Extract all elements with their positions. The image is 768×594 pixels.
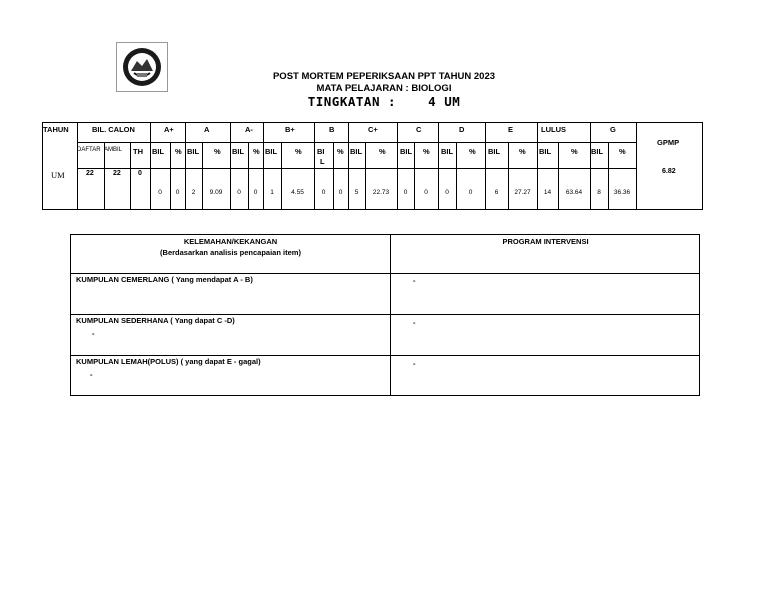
title-line1: POST MORTEM PEPERIKSAAN PPT TAHUN 2023 bbox=[272, 71, 496, 82]
row-cemerlang-label: KUMPULAN CEMERLANG ( Yang mendapat A - B) bbox=[76, 275, 253, 284]
header-tahun: TAHUN bbox=[43, 125, 69, 134]
row-sederhana-intervensi: - bbox=[413, 318, 416, 327]
col-intervensi-header: PROGRAM INTERVENSI bbox=[502, 237, 589, 246]
header-bil: BIL bbox=[539, 147, 552, 156]
cell-aminus-bil: 0 bbox=[237, 189, 241, 196]
cell-aminus-pct: 0 bbox=[253, 189, 258, 196]
header-grade-aplus: A+ bbox=[164, 125, 174, 134]
header-pct: % bbox=[253, 147, 260, 156]
cell-e-bil: 6 bbox=[494, 189, 499, 196]
row-sederhana-label: KUMPULAN SEDERHANA ( Yang dapat C -D) bbox=[76, 316, 235, 325]
cell-b-pct: 0 bbox=[338, 189, 343, 196]
row-ambil: 22 bbox=[113, 170, 121, 177]
header-pct: % bbox=[295, 147, 302, 156]
header-grade-cplus: C+ bbox=[368, 125, 378, 134]
cell-d-pct: 0 bbox=[468, 189, 473, 196]
cell-c-pct: 0 bbox=[424, 189, 428, 196]
header-pct: % bbox=[214, 147, 221, 156]
header-grade-aminus: A- bbox=[245, 125, 253, 134]
header-bil: BIL bbox=[441, 147, 454, 156]
header-th: TH bbox=[133, 147, 143, 156]
header-bil: BIL bbox=[152, 147, 165, 156]
header-bil: BIL bbox=[488, 147, 501, 156]
cell-g-pct: 36.36 bbox=[613, 189, 631, 196]
row-daftar: 22 bbox=[86, 170, 94, 177]
header-grade-b: B bbox=[329, 125, 335, 134]
cell-c-bil: 0 bbox=[403, 189, 408, 196]
header-grade-c: C bbox=[416, 125, 422, 134]
header-daftar: DAFTAR bbox=[77, 147, 101, 153]
header-bil: BIL bbox=[591, 147, 604, 156]
analysis-table bbox=[70, 234, 700, 396]
header-grade-g: G bbox=[610, 125, 616, 134]
col-kelemahan-header: KELEMAHAN/KEKANGAN bbox=[183, 237, 278, 246]
cell-bplus-pct: 4.55 bbox=[291, 189, 304, 196]
row-sederhana-kelemahan: - bbox=[92, 329, 95, 338]
header-pct: % bbox=[519, 147, 526, 156]
tingkatan-value: 4 UM bbox=[428, 94, 461, 109]
cell-a-pct: 9.09 bbox=[209, 189, 223, 196]
cell-b-bil: 0 bbox=[321, 189, 326, 196]
header-bil: BIL bbox=[400, 147, 413, 156]
row-lemah-intervensi: - bbox=[413, 359, 416, 368]
row-th: 0 bbox=[138, 170, 142, 177]
cell-bplus-bil: 1 bbox=[270, 189, 274, 196]
cell-e-pct: 27.27 bbox=[514, 189, 531, 196]
cell-a-bil: 2 bbox=[191, 189, 196, 196]
header-grade-e: E bbox=[508, 125, 514, 134]
cell-aplus-pct: 0 bbox=[175, 189, 180, 196]
cell-d-bil: 0 bbox=[445, 189, 449, 196]
header-bil-split-bottom: L bbox=[320, 157, 325, 166]
header-bil-calon: BIL. CALON bbox=[92, 125, 135, 134]
header-bil: BIL bbox=[232, 147, 245, 156]
cell-lulus-pct: 63.64 bbox=[565, 189, 583, 196]
header-pct: % bbox=[571, 147, 578, 156]
row-cemerlang-intervensi: - bbox=[413, 276, 416, 285]
header-bil: BIL bbox=[187, 147, 200, 156]
report-title bbox=[0, 71, 768, 109]
header-pct: % bbox=[423, 147, 430, 156]
header-bil-split-top: BI bbox=[317, 147, 325, 156]
cell-aplus-bil: 0 bbox=[158, 189, 162, 196]
cell-cplus-pct: 22.73 bbox=[372, 189, 390, 196]
col-kelemahan-subheader: (Berdasarkan analisis pencapaian item) bbox=[160, 248, 301, 257]
header-pct: % bbox=[337, 147, 344, 156]
header-ambil: AMBIL bbox=[104, 147, 123, 153]
row-lemah-kelemahan: - bbox=[90, 370, 93, 379]
header-bil: BIL bbox=[350, 147, 363, 156]
title-tingkatan bbox=[0, 94, 768, 109]
header-gpmp: GPMP bbox=[657, 138, 680, 147]
header-grade-d: D bbox=[459, 125, 465, 134]
header-grade-a: A bbox=[204, 125, 210, 134]
header-pct: % bbox=[175, 147, 182, 156]
cell-lulus-bil: 14 bbox=[543, 189, 552, 196]
header-pct: % bbox=[379, 147, 386, 156]
header-lulus: LULUS bbox=[541, 125, 566, 134]
row-gpmp: 6.82 bbox=[662, 168, 676, 175]
row-lemah-label: KUMPULAN LEMAH(POLUS) ( yang dapat E - gagal) bbox=[76, 357, 261, 366]
row-tahun: UM bbox=[51, 170, 65, 180]
header-pct: % bbox=[469, 147, 476, 156]
title-line2: MATA PELAJARAN : BIOLOGI bbox=[316, 83, 452, 94]
header-pct: % bbox=[619, 147, 626, 156]
results-table bbox=[42, 122, 703, 210]
cell-g-bil: 8 bbox=[597, 189, 601, 196]
header-bil: BIL bbox=[265, 147, 278, 156]
tingkatan-label: TINGKATAN : bbox=[307, 94, 397, 109]
header-grade-bplus: B+ bbox=[285, 125, 295, 134]
cell-cplus-bil: 5 bbox=[354, 189, 359, 196]
